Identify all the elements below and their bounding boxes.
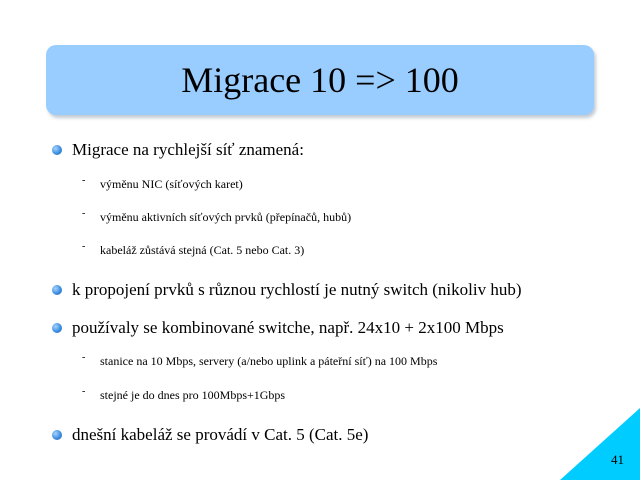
sub-bullet-item [82, 175, 243, 191]
bullet-dot-icon [52, 285, 62, 295]
bullet-item [52, 319, 504, 336]
slide-title: Migrace 10 => 100 [181, 60, 459, 100]
dash-bullet-icon: - [82, 175, 86, 186]
bullet-text: dnešní kabeláž se provádí v Cat. 5 (Cat. 5e) [72, 425, 369, 444]
bullet-text: k propojení prvků s různou rychlostí je nutný switch (nikoliv hub) [72, 280, 522, 299]
dash-bullet-icon: - [82, 352, 86, 363]
dash-bullet-icon: - [82, 241, 86, 252]
bullet-dot-icon [52, 145, 62, 155]
bullet-item [52, 426, 368, 443]
sub-bullet-text: výměnu aktivních síťových prvků (přepínačů, hubů) [100, 210, 352, 224]
sub-bullet-text: stejné je do dnes pro 100Mbps+1Gbps [100, 388, 286, 402]
sub-bullet-item [82, 386, 286, 402]
sub-bullet-text: kabeláž zůstává stejná (Cat. 5 nebo Cat. 3) [100, 243, 305, 257]
dash-bullet-icon: - [82, 386, 86, 397]
sub-bullet-item [82, 241, 305, 257]
bullet-text: Migrace na rychlejší síť znamená: [72, 140, 304, 159]
page-number: 41 [611, 452, 624, 467]
corner-accent-triangle [560, 408, 640, 480]
bullet-item [52, 281, 522, 298]
sub-bullet-item [82, 352, 438, 368]
bullet-text: používaly se kombinované switche, např. 24x10 + 2x100 Mbps [72, 318, 504, 337]
dash-bullet-icon: - [82, 208, 86, 219]
title-box [46, 45, 594, 115]
bullet-dot-icon [52, 323, 62, 333]
sub-bullet-item [82, 208, 352, 224]
bullet-item [52, 141, 304, 158]
sub-bullet-text: stanice na 10 Mbps, servery (a/nebo uplink a páteřní síť) na 100 Mbps [100, 354, 438, 368]
sub-bullet-text: výměnu NIC (síťových karet) [100, 177, 243, 191]
bullet-dot-icon [52, 430, 62, 440]
